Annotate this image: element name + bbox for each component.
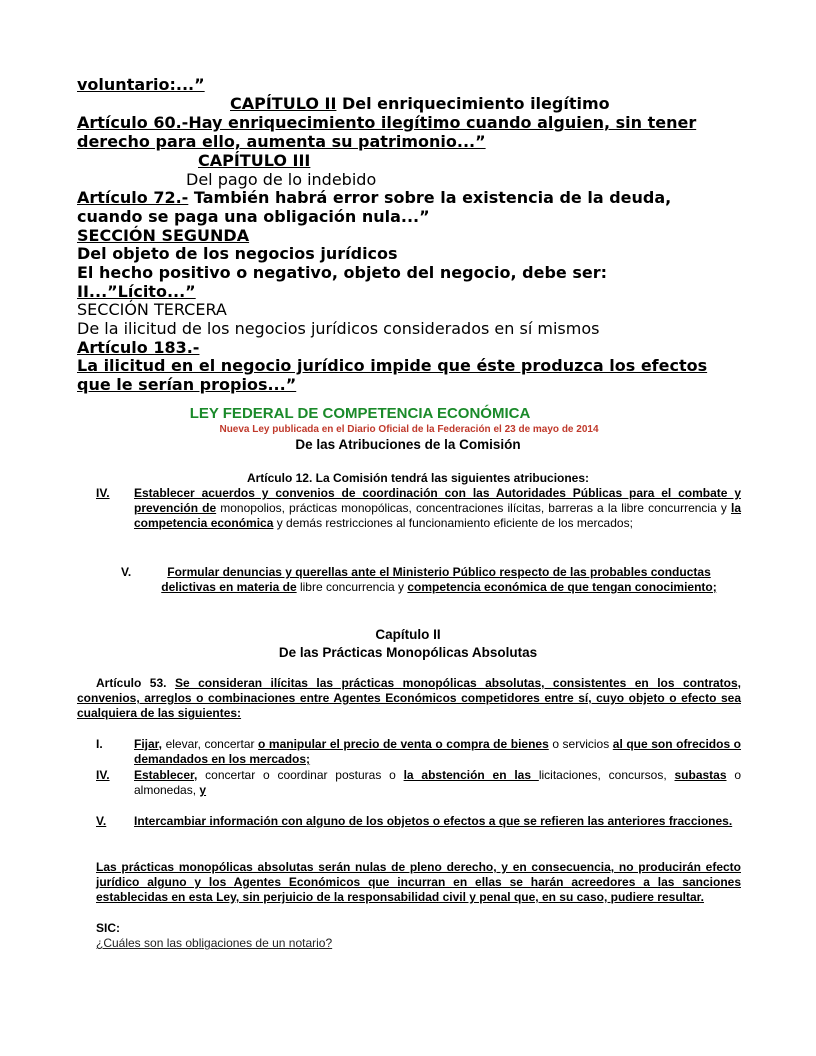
capitulo-iii-label: CAPÍTULO III	[198, 151, 311, 170]
fraccion-iv-b-text	[134, 768, 741, 798]
fraccion-i-text-a: Fijar,	[134, 737, 163, 751]
fraccion-iv-b-text-a: Establecer,	[134, 768, 198, 782]
capitulo-ii-title: Del enriquecimiento ilegítimo	[336, 94, 610, 113]
capitulo-iii-title: Del pago de lo indebido	[186, 170, 377, 189]
articulo-72-label: Artículo 72.-	[77, 188, 189, 207]
fraccion-v-text-a: Formular denuncias y querellas ante el Ministerio Público respecto de las probables conductas delictivas en materia de	[161, 565, 711, 594]
licito-line: II...”Lícito...”	[77, 282, 196, 301]
seccion-tercera: SECCIÓN TERCERA	[77, 300, 227, 319]
ley-subtitle: Nueva Ley publicada en el Diario Oficial de la Federación el 23 de mayo de 2014	[219, 424, 599, 435]
articulo-60-line-2: derecho para ello, aumenta su patrimonio...”	[77, 132, 486, 151]
ley-title: LEY FEDERAL DE COMPETENCIA ECONÓMICA	[189, 405, 531, 422]
articulo-72-text: También habrá error sobre la existencia de la deuda,	[188, 188, 672, 207]
fraccion-iv-text-a: Establecer acuerdos y convenios de coordinación con las Autoridades Públicas para el combate y prevención de	[134, 486, 741, 515]
notario-link[interactable]: ¿Cuáles son las obligaciones de un notario?	[96, 936, 333, 950]
fraccion-i-text	[134, 737, 741, 767]
fraccion-iv-b-text-c: la abstención en las	[403, 768, 539, 782]
fraccion-iv-text-d: y demás restricciones al funcionamiento eficiente de los mercados;	[273, 516, 633, 530]
fraccion-i-text-c: o manipular el precio de venta o compra de bienes	[258, 737, 549, 751]
articulo-183-line-1: La ilicitud en el negocio jurídico impide que éste produzca los efectos	[77, 356, 708, 375]
fraccion-i-text-e: al que son ofrecidos o demandados en los mercados;	[134, 737, 742, 766]
fraccion-v-text-c: competencia económica de que tengan conocimiento;	[407, 580, 717, 594]
articulo-60-line-1: Artículo 60.-Hay enriquecimiento ilegítimo cuando alguien, sin tener	[77, 113, 697, 132]
fraccion-iv-text	[134, 486, 741, 531]
atribuciones-heading: De las Atribuciones de la Comisión	[295, 437, 521, 452]
fraccion-v-b-text: Intercambiar información con alguno de los objetos o efectos a que se refieren las anteriores fracciones.	[134, 814, 733, 828]
articulo-183-line-2: que le serían propios...”	[77, 375, 297, 394]
fraccion-v-b-number: V.	[96, 814, 107, 828]
objeto-heading: Del objeto de los negocios jurídicos	[77, 244, 398, 263]
fraccion-iv-b-text-e: subastas	[674, 768, 727, 782]
fraccion-iv-text-b: monopolios, prácticas monopólicas, concentraciones ilícitas, barreras a la libre concurrencia y	[216, 501, 731, 515]
ilicitud-heading: De la ilicitud de los negocios jurídicos considerados en sí mismos	[77, 319, 600, 338]
capitulo-ii-label: CAPÍTULO II	[230, 94, 337, 113]
articulo-72-line-2: cuando se paga una obligación nula...”	[77, 207, 430, 226]
fraccion-i-number: I.	[96, 737, 103, 751]
fraccion-iv-b-text-f: o almonedas,	[134, 768, 741, 797]
fraccion-v-text-b: libre concurrencia y	[296, 580, 408, 594]
articulo-72-line-1	[77, 188, 671, 207]
capitulo-ii-heading	[230, 94, 610, 113]
fraccion-iv-b-text-d: licitaciones, concursos,	[538, 768, 675, 782]
articulo-183-label: Artículo 183.-	[77, 338, 200, 357]
articulo-53-label: Artículo 53.	[96, 676, 167, 690]
sic-label: SIC:	[96, 921, 120, 935]
fraccion-v-number: V.	[121, 565, 132, 579]
fraccion-iv-number: IV.	[96, 486, 110, 500]
hecho-line: El hecho positivo o negativo, objeto del negocio, debe ser:	[77, 263, 607, 282]
fraccion-v-text	[155, 565, 723, 595]
fraccion-iv-b-text-b: concertar o coordinar posturas o	[197, 768, 404, 782]
nulidad-paragraph: Las prácticas monopólicas absolutas serán nulas de pleno derecho, y en consecuencia, no producirán efecto jurídico alguno y los Agentes Económicos que incurran en ellas se harán acreedores a las sanciones establecidas en esta Ley, sin perjuicio de la responsabilidad civil y penal que, en su caso, pudiere resultar.	[96, 860, 741, 904]
seccion-segunda: SECCIÓN SEGUNDA	[77, 226, 250, 245]
voluntario-line: voluntario:...”	[77, 75, 205, 94]
ley-capitulo-ii: Capítulo II	[375, 627, 441, 642]
fraccion-i-text-d: o servicios	[548, 737, 613, 751]
articulo-53-paragraph	[77, 676, 741, 721]
fraccion-iv-text-c: la competencia económica	[134, 501, 742, 530]
fraccion-i-text-b: elevar, concertar	[162, 737, 259, 751]
ley-capitulo-ii-title: De las Prácticas Monopólicas Absolutas	[278, 645, 538, 660]
fraccion-iv-b-text-g: y	[199, 783, 207, 797]
fraccion-iv-b-number: IV.	[96, 768, 110, 782]
articulo-12-heading: Artículo 12. La Comisión tendrá las siguientes atribuciones:	[246, 471, 590, 485]
articulo-53-text: Se consideran ilícitas las prácticas monopólicas absolutas, consistentes en los contratos, convenios, arreglos o combinaciones entre Agentes Económicos competidores entre sí, cuyo objeto o efecto sea cualquiera de las siguientes:	[77, 676, 742, 720]
